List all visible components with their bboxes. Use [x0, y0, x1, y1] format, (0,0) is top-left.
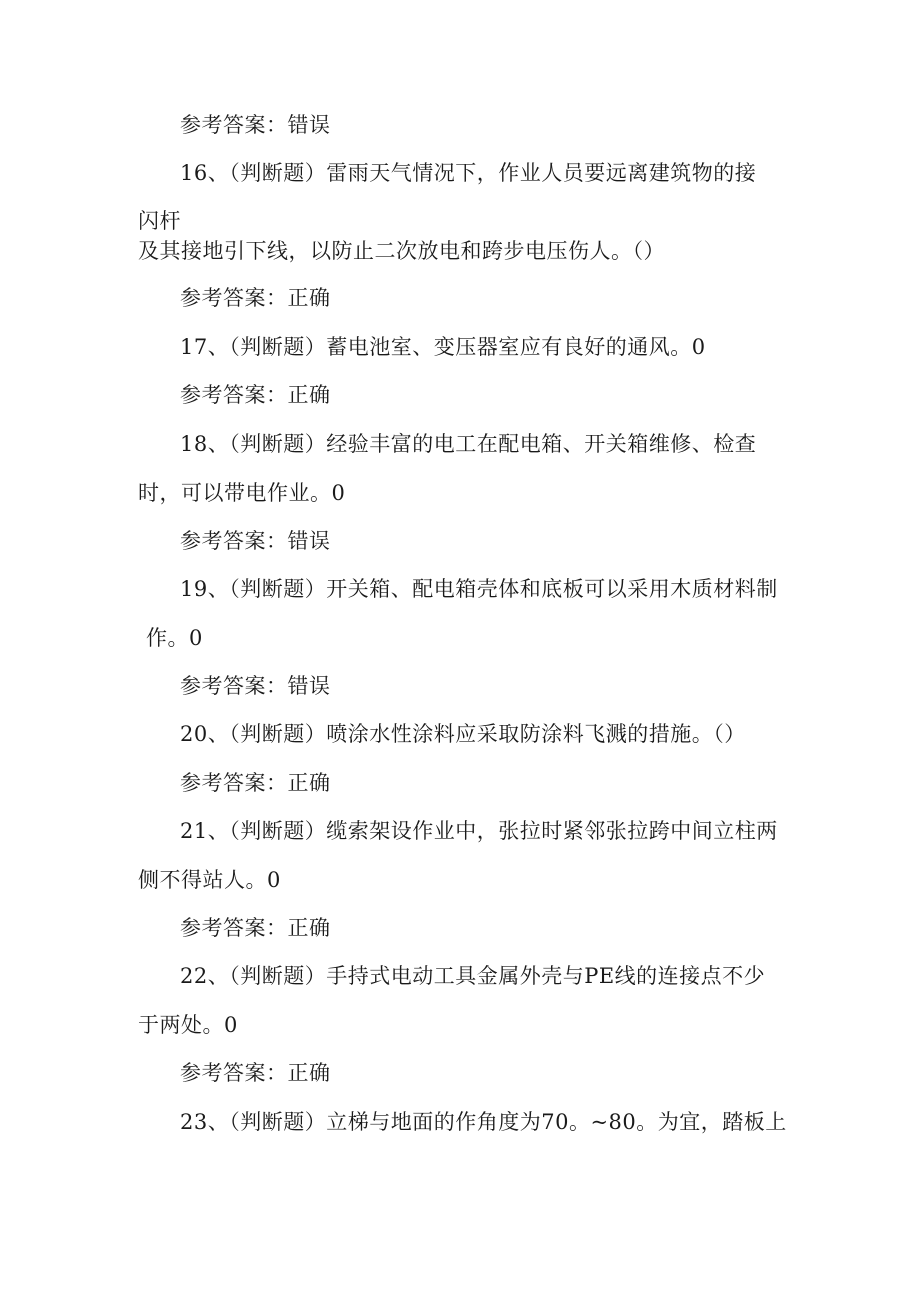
answer-line: 参考答案：正确 [180, 383, 331, 407]
question-21: 21、（判断题）缆索架设作业中，张拉时紧邻张拉跨中间立柱两 [180, 819, 778, 843]
question-19-continuation: 作。0 [146, 626, 203, 650]
question-19: 19、（判断题）开关箱、配电箱壳体和底板可以采用木质材料制 [180, 577, 778, 601]
question-18-continuation: 时，可以带电作业。0 [138, 481, 346, 505]
question-22: 22、（判断题）手持式电动工具金属外壳与PE线的连接点不少 [180, 964, 766, 988]
question-16: 16、（判断题）雷雨天气情况下，作业人员要远离建筑物的接 [180, 161, 757, 185]
answer-line: 参考答案：错误 [180, 674, 331, 698]
answer-line: 参考答案：正确 [180, 916, 331, 940]
question-23: 23、（判断题）立梯与地面的作角度为70。~80。为宜，踏板上 [180, 1110, 787, 1134]
answer-line: 参考答案：正确 [180, 1061, 331, 1085]
answer-line: 参考答案：正确 [180, 771, 331, 795]
question-22-continuation: 于两处。0 [138, 1013, 238, 1037]
answer-line: 参考答案：正确 [180, 286, 331, 310]
question-17: 17、（判断题）蓄电池室、变压器室应有良好的通风。0 [180, 335, 706, 359]
answer-line: 参考答案：错误 [180, 529, 331, 553]
question-16-continuation: 及其接地引下线，以防止二次放电和跨步电压伤人。（） [138, 239, 665, 263]
question-18: 18、（判断题）经验丰富的电工在配电箱、开关箱维修、检查 [180, 432, 757, 456]
question-16-continuation: 闪杆 [138, 209, 181, 233]
question-21-continuation: 侧不得站人。0 [138, 868, 281, 892]
answer-line: 参考答案：错误 [180, 113, 331, 137]
question-20: 20、（判断题）喷涂水性涂料应采取防涂料飞溅的措施。（） [180, 722, 746, 746]
